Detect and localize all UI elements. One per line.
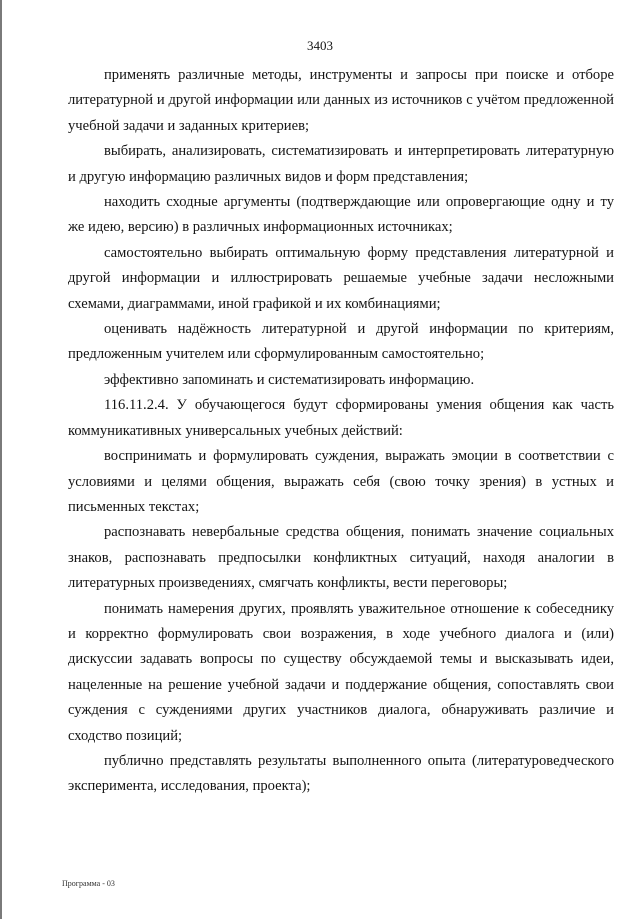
paragraph: применять различные методы, инструменты и запросы при поиске и отборе литературной и другой информации или данных из источников с учётом предложенной учебной задачи и заданных критериев; [68, 67, 614, 134]
paragraph: воспринимать и формулировать суждения, выражать эмоции в соответствии с условиями и целями общения, выражать себя (свою точку зрения) в устных и письменных текстах; [68, 448, 614, 515]
paragraph: эффективно запоминать и систематизировать информацию. [104, 371, 475, 388]
paragraph: выбирать, анализировать, систематизировать и интерпретировать литературную и другую информацию различных видов и форм представления; [68, 143, 614, 185]
paragraph: оценивать надёжность литературной и другой информации по критериям, предложенным учителем или сформулированным самостоятельно; [68, 321, 614, 363]
document-body [68, 63, 614, 800]
paragraph: распознавать невербальные средства общения, понимать значение социальных знаков, распознавать предпосылки конфликтных ситуаций, находя аналогии в литературных произведениях, смягчать конфликты, вести переговоры; [68, 524, 614, 592]
paragraph: находить сходные аргументы (подтверждающие или опровергающие одну и ту же идею, версию) в различных информационных источниках; [68, 194, 614, 236]
paragraph: самостоятельно выбирать оптимальную форму представления литературной и другой информации и иллюстрировать решаемые учебные задачи несложными схемами, диаграммами, иной графикой и их комбинациями; [68, 244, 614, 312]
section-heading-paragraph: 116.11.2.4. У обучающегося будут сформированы умения общения как часть коммуникативных универсальных учебных действий: [68, 397, 614, 439]
page-number: 3403 [307, 38, 333, 53]
scan-edge [0, 0, 2, 919]
paragraph: понимать намерения других, проявлять уважительное отношение к собеседнику и корректно формулировать свои возражения, в ходе учебного диалога и (или) дискуссии задавать вопросы по существу обсуждаемой темы и высказывать идеи, нацеленные на решение учебной задачи и поддержание общения, сопоставлять свои суждения с суждениями других участников диалога, обнаруживать различие и сходство позиций; [68, 600, 614, 744]
paragraph: публично представлять результаты выполненного опыта (литературоведческого эксперимента, исследования, проекта); [68, 752, 614, 795]
footer-label: Программа - 03 [62, 879, 115, 888]
